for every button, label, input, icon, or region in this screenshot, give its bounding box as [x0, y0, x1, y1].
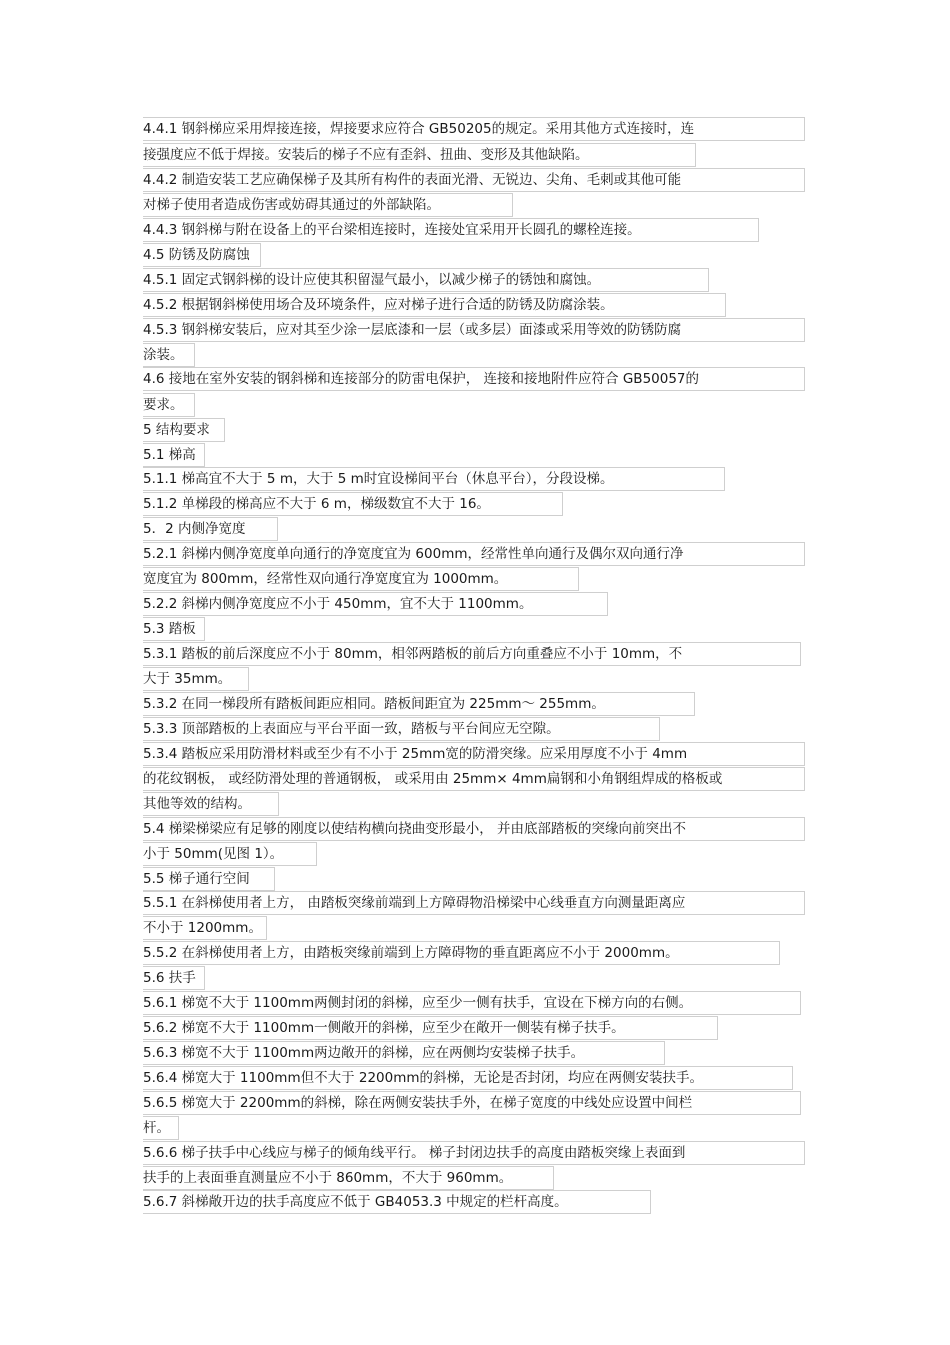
text-line: 4.5.3 钢斜梯安装后，应对其至少涂一层底漆和一层（或多层）面漆或采用等效的防锈防腐	[143, 318, 805, 342]
text-line: 5.6.1 梯宽不大于 1100mm两侧封闭的斜梯，应至少一侧有扶手，宜设在下梯方向的右侧。	[143, 991, 801, 1015]
text-line: 对梯子使用者造成伤害或妨碍其通过的外部缺陷。	[143, 193, 513, 217]
text-line: 5.2.2 斜梯内侧净宽度应不小于 450mm，宜不大于 1100mm。	[143, 592, 608, 616]
text-line: 5.5.1 在斜梯使用者上方， 由踏板突缘前端到上方障碍物沿梯梁中心线垂直方向测量距离应	[143, 891, 805, 915]
text-line: 4.4.2 制造安装工艺应确保梯子及其所有构件的表面光滑、无锐边、尖角、毛刺或其他可能	[143, 168, 805, 192]
text-line: 4.5.2 根据钢斜梯使用场合及环境条件，应对梯子进行合适的防锈及防腐涂装。	[143, 293, 726, 317]
section-heading: 4.5 防锈及防腐蚀	[143, 243, 261, 267]
text-line: 5.6.2 梯宽不大于 1100mm一侧敞开的斜梯，应至少在敞开一侧装有梯子扶手。	[143, 1016, 718, 1040]
text-line: 5.5.2 在斜梯使用者上方，由踏板突缘前端到上方障碍物的垂直距离应不小于 2000mm。	[143, 941, 780, 965]
text-line: 5.6.5 梯宽大于 2200mm的斜梯，除在两侧安装扶手外，在梯子宽度的中线处应设置中间栏	[143, 1091, 801, 1115]
text-line: 5.3.2 在同一梯段所有踏板间距应相同。踏板间距宜为 225mm～ 255mm。	[143, 692, 695, 716]
text-line: 扶手的上表面垂直测量应不小于 860mm，不大于 960mm。	[143, 1166, 554, 1190]
text-line: 其他等效的结构。	[143, 792, 279, 816]
section-heading: 5．2 内侧净宽度	[143, 517, 278, 541]
section-heading: 5.3 踏板	[143, 617, 205, 641]
text-line: 宽度宜为 800mm，经常性双向通行净宽度宜为 1000mm。	[143, 567, 579, 591]
text-line: 涂装。	[143, 343, 195, 367]
text-line: 4.4.1 钢斜梯应采用焊接连接，焊接要求应符合 GB50205的规定。采用其他方式连接时，连	[143, 117, 805, 141]
text-line: 5.6.6 梯子扶手中心线应与梯子的倾角线平行。 梯子封闭边扶手的高度由踏板突缘上表面到	[143, 1141, 805, 1165]
text-line: 5.3.1 踏板的前后深度应不小于 80mm，相邻两踏板的前后方向重叠应不小于 10mm，不	[143, 642, 801, 666]
text-line: 4.6 接地在室外安装的钢斜梯和连接部分的防雷电保护， 连接和接地附件应符合 GB50057的	[143, 367, 805, 391]
text-line: 5.2.1 斜梯内侧净宽度单向通行的净宽度宜为 600mm，经常性单向通行及偶尔双向通行净	[143, 542, 805, 566]
text-line: 5.1.1 梯高宜不大于 5 m，大于 5 m时宜设梯间平台（休息平台），分段设梯。	[143, 467, 725, 491]
text-line: 的花纹钢板， 或经防滑处理的普通钢板， 或采用由 25mm× 4mm扁钢和小角钢组焊成的格板或	[143, 767, 805, 791]
text-line: 不小于 1200mm。	[143, 916, 267, 940]
text-line: 4.4.3 钢斜梯与附在设备上的平台梁相连接时，连接处宜采用开长圆孔的螺栓连接。	[143, 218, 759, 242]
text-line: 大于 35mm。	[143, 667, 249, 691]
text-line: 5.3.3 顶部踏板的上表面应与平台平面一致，踏板与平台间应无空隙。	[143, 717, 660, 741]
text-line: 小于 50mm(见图 1）。	[143, 842, 317, 866]
text-line: 接强度应不低于焊接。安装后的梯子不应有歪斜、扭曲、变形及其他缺陷。	[143, 143, 696, 167]
text-line: 杆。	[143, 1116, 179, 1140]
section-heading: 5 结构要求	[143, 418, 225, 442]
section-heading: 5.5 梯子通行空间	[143, 867, 275, 891]
text-line: 5.3.4 踏板应采用防滑材料或至少有不小于 25mm宽的防滑突缘。应采用厚度不小于 4mm	[143, 742, 805, 766]
section-heading: 5.1 梯高	[143, 443, 205, 467]
text-line: 要求。	[143, 393, 195, 417]
text-line: 5.4 梯梁梯梁应有足够的刚度以使结构横向挠曲变形最小， 并由底部踏板的突缘向前突出不	[143, 817, 805, 841]
text-line: 5.6.3 梯宽不大于 1100mm两边敞开的斜梯，应在两侧均安装梯子扶手。	[143, 1041, 665, 1065]
text-line: 5.6.4 梯宽大于 1100mm但不大于 2200mm的斜梯，无论是否封闭，均应在两侧安装扶手。	[143, 1066, 793, 1090]
text-line: 4.5.1 固定式钢斜梯的设计应使其积留湿气最小，以减少梯子的锈蚀和腐蚀。	[143, 268, 709, 292]
text-line: 5.1.2 单梯段的梯高应不大于 6 m，梯级数宜不大于 16。	[143, 492, 563, 516]
section-heading: 5.6 扶手	[143, 966, 205, 990]
text-line: 5.6.7 斜梯敞开边的扶手高度应不低于 GB4053.3 中规定的栏杆高度。	[143, 1190, 651, 1214]
